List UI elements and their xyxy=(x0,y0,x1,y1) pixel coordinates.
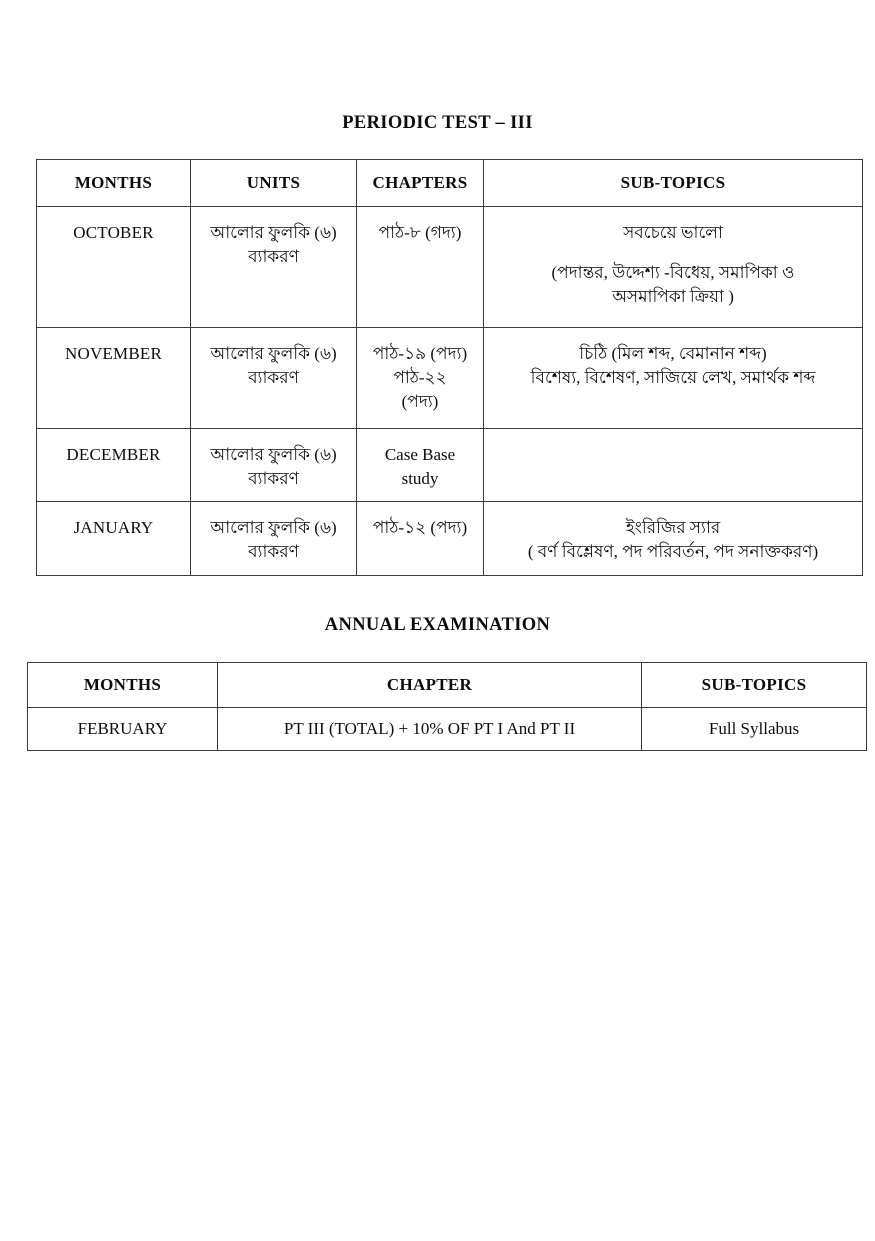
chapter-line: পাঠ-১২ (পদ্য) xyxy=(372,518,468,538)
column-header-chapter: CHAPTER xyxy=(218,663,642,708)
subtopic-line: অসমাপিকা ক্রিয়া ) xyxy=(612,287,734,307)
chapter-line: Case Base xyxy=(384,445,456,464)
annual-examination-table xyxy=(27,662,867,751)
annual-examination-title: ANNUAL EXAMINATION xyxy=(324,615,551,635)
unit-line: ব্যাকরণ xyxy=(248,542,299,562)
unit-line: আলোর ফুলকি (৬) xyxy=(210,518,337,538)
cell-units-january xyxy=(191,502,357,575)
periodic-test-table xyxy=(36,159,863,576)
table-row xyxy=(28,708,867,751)
cell-month-october: OCTOBER xyxy=(37,207,191,328)
periodic-test-title: PERIODIC TEST – III xyxy=(342,113,533,133)
unit-line: আলোর ফুলকি (৬) xyxy=(210,223,337,242)
table-row xyxy=(37,429,863,502)
cell-subtopics-october xyxy=(484,207,863,328)
unit-line: ব্যাকরণ xyxy=(248,469,299,489)
subtopic-line: সবচেয়ে ভালো xyxy=(623,223,723,242)
unit-line: ব্যাকরণ xyxy=(248,368,299,388)
unit-line: আলোর ফুলকি (৬) xyxy=(210,344,337,363)
subtopic-line: বিশেষ্য, বিশেষণ, সাজিয়ে লেখ, সমার্থক শব্দ xyxy=(530,368,816,388)
column-header-chapters: CHAPTERS xyxy=(357,160,484,207)
cell-chapters-october xyxy=(357,207,484,328)
cell-chapters-november xyxy=(357,328,484,429)
table-row xyxy=(37,207,863,328)
subtopic-line: ( বর্ণ বিশ্লেষণ, পদ পরিবর্তন, পদ সনাক্তকরণ) xyxy=(527,542,819,562)
chapter-line: study xyxy=(401,469,439,489)
chapter-line: পাঠ-১৯ (পদ্য) xyxy=(372,344,468,363)
cell-subtopics-december xyxy=(484,429,863,502)
cell-month-december: DECEMBER xyxy=(37,429,191,502)
subtopic-line: (পদান্তর, উদ্দেশ্য -বিধেয়, সমাপিকা ও xyxy=(551,263,795,283)
cell-subtopics-february: Full Syllabus xyxy=(642,708,867,751)
cell-month-january: JANUARY xyxy=(37,502,191,575)
cell-month-february: FEBRUARY xyxy=(28,708,218,751)
table-header-row xyxy=(37,160,863,207)
chapter-line: পাঠ-৮ (গদ্য) xyxy=(378,223,462,242)
cell-subtopics-november xyxy=(484,328,863,429)
cell-units-november xyxy=(191,328,357,429)
column-header-subtopics: SUB-TOPICS xyxy=(484,160,863,207)
cell-month-november: NOVEMBER xyxy=(37,328,191,429)
cell-chapters-january xyxy=(357,502,484,575)
subtopic-line xyxy=(490,443,856,444)
column-header-subtopics: SUB-TOPICS xyxy=(642,663,867,708)
column-header-months: MONTHS xyxy=(37,160,191,207)
unit-line: আলোর ফুলকি (৬) xyxy=(210,445,337,464)
cell-chapters-december xyxy=(357,429,484,502)
subtopic-line: চিঠি (মিল শব্দ, বেমানান শব্দ) xyxy=(579,344,767,363)
table-header-row xyxy=(28,663,867,708)
table-row xyxy=(37,502,863,575)
cell-subtopics-january xyxy=(484,502,863,575)
cell-chapter-february: PT III (TOTAL) + 10% OF PT I And PT II xyxy=(218,708,642,751)
unit-line: ব্যাকরণ xyxy=(248,247,299,267)
chapter-line: পাঠ-২২ xyxy=(393,368,447,388)
cell-units-december xyxy=(191,429,357,502)
column-header-months: MONTHS xyxy=(28,663,218,708)
table-row xyxy=(37,328,863,429)
cell-units-october xyxy=(191,207,357,328)
column-header-units: UNITS xyxy=(191,160,357,207)
subtopic-line: ইংরিজির স্যার xyxy=(625,518,721,538)
chapter-line: (পদ্য) xyxy=(401,392,439,412)
